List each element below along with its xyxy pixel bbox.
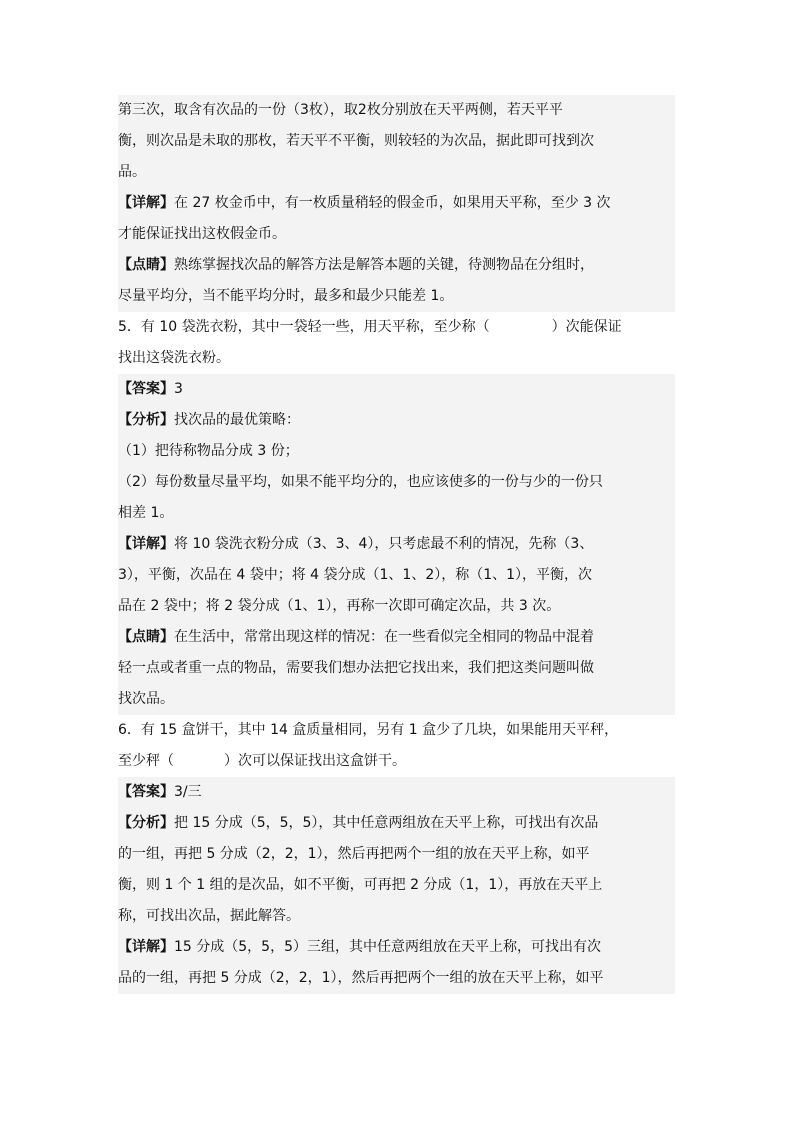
comment-tag: 【点睛】 [118,257,174,273]
answer-value: 3/三 [174,784,202,800]
analysis-line: 衡，则次品是未取的那枚，若天平不平衡，则较轻的为次品，据此即可找到次 [118,133,594,149]
question-line: 6．有 15 盒饼干，其中 14 盒质量相同，另有 1 盒少了几块，如果能用天平秤， [118,722,619,738]
question-text: ）次能保证 [551,319,622,335]
comment-line: 尽量平均分，当不能平均分时，最多和最少只能差 1。 [118,288,454,304]
question-text: ）次可以保证找出这盒饼干。 [224,753,406,769]
answer-line [118,777,675,808]
answer-value: 3 [174,381,183,397]
analysis-line: 的一组，再把 5 分成（2，2，1），然后再把两个一组的放在天平上称，如平 [118,846,590,862]
question-text: 至少秤（ [118,753,174,769]
analysis-line [118,405,675,436]
detail-line: 3），平衡，次品在 4 袋中；将 4 袋分成（1、1、2），称（1、1），平衡，次 [118,567,593,583]
analysis-line: 第三次，取含有次品的一份（3枚），取2枚分别放在天平两侧，若天平平 [118,102,563,118]
question-line [118,312,675,343]
analysis-line: 衡，则 1 个 1 组的是次品，如不平衡，可再把 2 分成（1，1），再放在天平上 [118,877,603,893]
comment-text: 熟练掌握找次品的解答方法是解答本题的关键，待测物品在分组时， [174,257,594,273]
question-line [118,746,675,777]
comment-line: 轻一点或者重一点的物品，需要我们想办法把它找出来，我们把这类问题叫做 [118,660,594,676]
comment-line [118,622,675,653]
detail-line [118,529,675,560]
detail-line: 品在 2 袋中；将 2 袋分成（1、1），再称一次即可确定次品，共 3 次。 [118,598,561,614]
solution-block-q5 [118,374,675,715]
strategy-step: （1）把待称物品分成 3 份； [118,443,299,459]
detail-tag: 【详解】 [118,939,174,955]
comment-tag: 【点睛】 [118,629,174,645]
strategy-step: （2）每份数量尽量平均，如果不能平均分的，也应该使多的一份与少的一份只 [118,474,603,490]
document-content [118,95,675,994]
analysis-line: 品。 [118,164,146,180]
solution-block-q6 [118,777,675,994]
answer-tag: 【答案】 [118,784,174,800]
detail-text: 在 27 枚金币中，有一枚质量稍轻的假金币，如果用天平称，至少 3 次 [174,195,611,211]
answer-tag: 【答案】 [118,381,174,397]
detail-tag: 【详解】 [118,195,174,211]
comment-line [118,250,675,281]
analysis-line: 称，可找出次品，据此解答。 [118,908,300,924]
solution-block-q4 [118,95,675,312]
question-text: 5．有 10 袋洗衣粉，其中一袋轻一些，用天平称，至少称（ [118,319,490,335]
detail-line [118,932,675,963]
analysis-text: 找次品的最优策略： [174,412,300,428]
answer-line [118,374,675,405]
analysis-text: 把 15 分成（5，5，5），其中任意两组放在天平上称，可找出有次品 [174,815,599,831]
analysis-line [118,808,675,839]
detail-text: 15 分成（5，5，5）三组，其中任意两组放在天平上称，可找出有次 [174,939,601,955]
analysis-tag: 【分析】 [118,815,174,831]
detail-line: 品的一组，再把 5 分成（2，2，1），然后再把两个一组的放在天平上称，如平 [118,970,604,986]
question-6 [118,715,675,777]
analysis-tag: 【分析】 [118,412,174,428]
question-line: 找出这袋洗衣粉。 [118,350,230,366]
strategy-step: 相差 1。 [118,505,174,521]
comment-text: 在生活中，常常出现这样的情况：在一些看似完全相同的物品中混着 [174,629,594,645]
detail-line: 才能保证找出这枚假金币。 [118,226,286,242]
question-5 [118,312,675,374]
detail-text: 将 10 袋洗衣粉分成（3、3、4），只考虑最不利的情况，先称（3、 [174,536,594,552]
detail-line [118,188,675,219]
comment-line: 找次品。 [118,691,174,707]
detail-tag: 【详解】 [118,536,174,552]
